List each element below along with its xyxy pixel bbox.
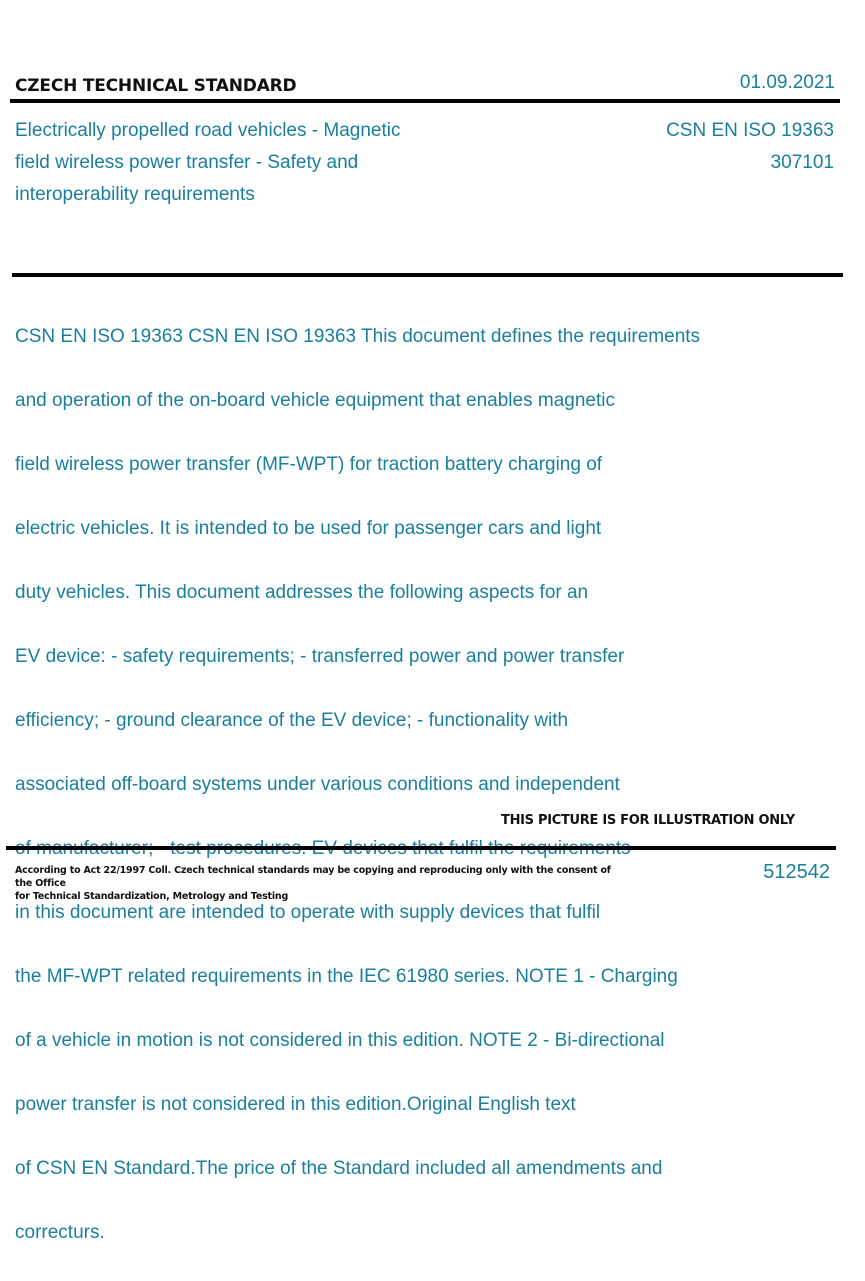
- header-divider: [10, 99, 840, 103]
- abstract-text: [15, 289, 830, 1281]
- abstract-line: efficiency; - ground clearance of the EV device; - functionality with: [15, 710, 569, 731]
- abstract-line: field wireless power transfer (MF-WPT) for traction battery charging of: [15, 454, 603, 475]
- subject-line: Electrically propelled road vehicles - Magnetic: [15, 120, 401, 141]
- legal-notice: [15, 864, 615, 903]
- class-number: 307101: [770, 152, 834, 173]
- abstract-line: of a vehicle in motion is not considered in this edition. NOTE 2 - Bi-directional: [15, 1030, 665, 1051]
- standard-identifiers: [666, 115, 834, 179]
- abstract-line: and operation of the on-board vehicle equipment that enables magnetic: [15, 390, 615, 411]
- abstract-line: CSN EN ISO 19363 CSN EN ISO 19363 This document defines the requirements: [15, 326, 701, 347]
- subject-line: interoperability requirements: [15, 184, 255, 205]
- abstract-line: associated off-board systems under various conditions and independent: [15, 774, 620, 795]
- standard-subject: [15, 115, 485, 211]
- subject-line: field wireless power transfer - Safety and: [15, 152, 359, 173]
- abstract-line: power transfer is not considered in this edition.Original English text: [15, 1094, 576, 1115]
- legal-line: According to Act 22/1997 Coll. Czech technical standards may be copying and reproducing only with the consent of the Office: [15, 865, 611, 889]
- abstract-line: duty vehicles. This document addresses the following aspects for an: [15, 582, 589, 603]
- standard-code: CSN EN ISO 19363: [666, 120, 834, 141]
- publication-date: 01.09.2021: [739, 72, 835, 93]
- section-divider: [12, 273, 843, 277]
- document-type-title: CZECH TECHNICAL STANDARD: [15, 76, 297, 96]
- abstract-line: of CSN EN Standard.The price of the Standard included all amendments and: [15, 1158, 663, 1179]
- abstract-line: electric vehicles. It is intended to be used for passenger cars and light: [15, 518, 602, 539]
- abstract-line: the MF-WPT related requirements in the IEC 61980 series. NOTE 1 - Charging: [15, 966, 678, 987]
- abstract-line: in this document are intended to operate with supply devices that fulfil: [15, 902, 601, 923]
- illustration-disclaimer: THIS PICTURE IS FOR ILLUSTRATION ONLY: [501, 813, 795, 828]
- abstract-line: correcturs.: [15, 1222, 105, 1243]
- catalog-number: 512542: [763, 861, 830, 883]
- footer-divider: [6, 846, 836, 850]
- abstract-line: EV device: - safety requirements; - transferred power and power transfer: [15, 646, 625, 667]
- legal-line: for Technical Standardization, Metrology and Testing: [15, 891, 289, 902]
